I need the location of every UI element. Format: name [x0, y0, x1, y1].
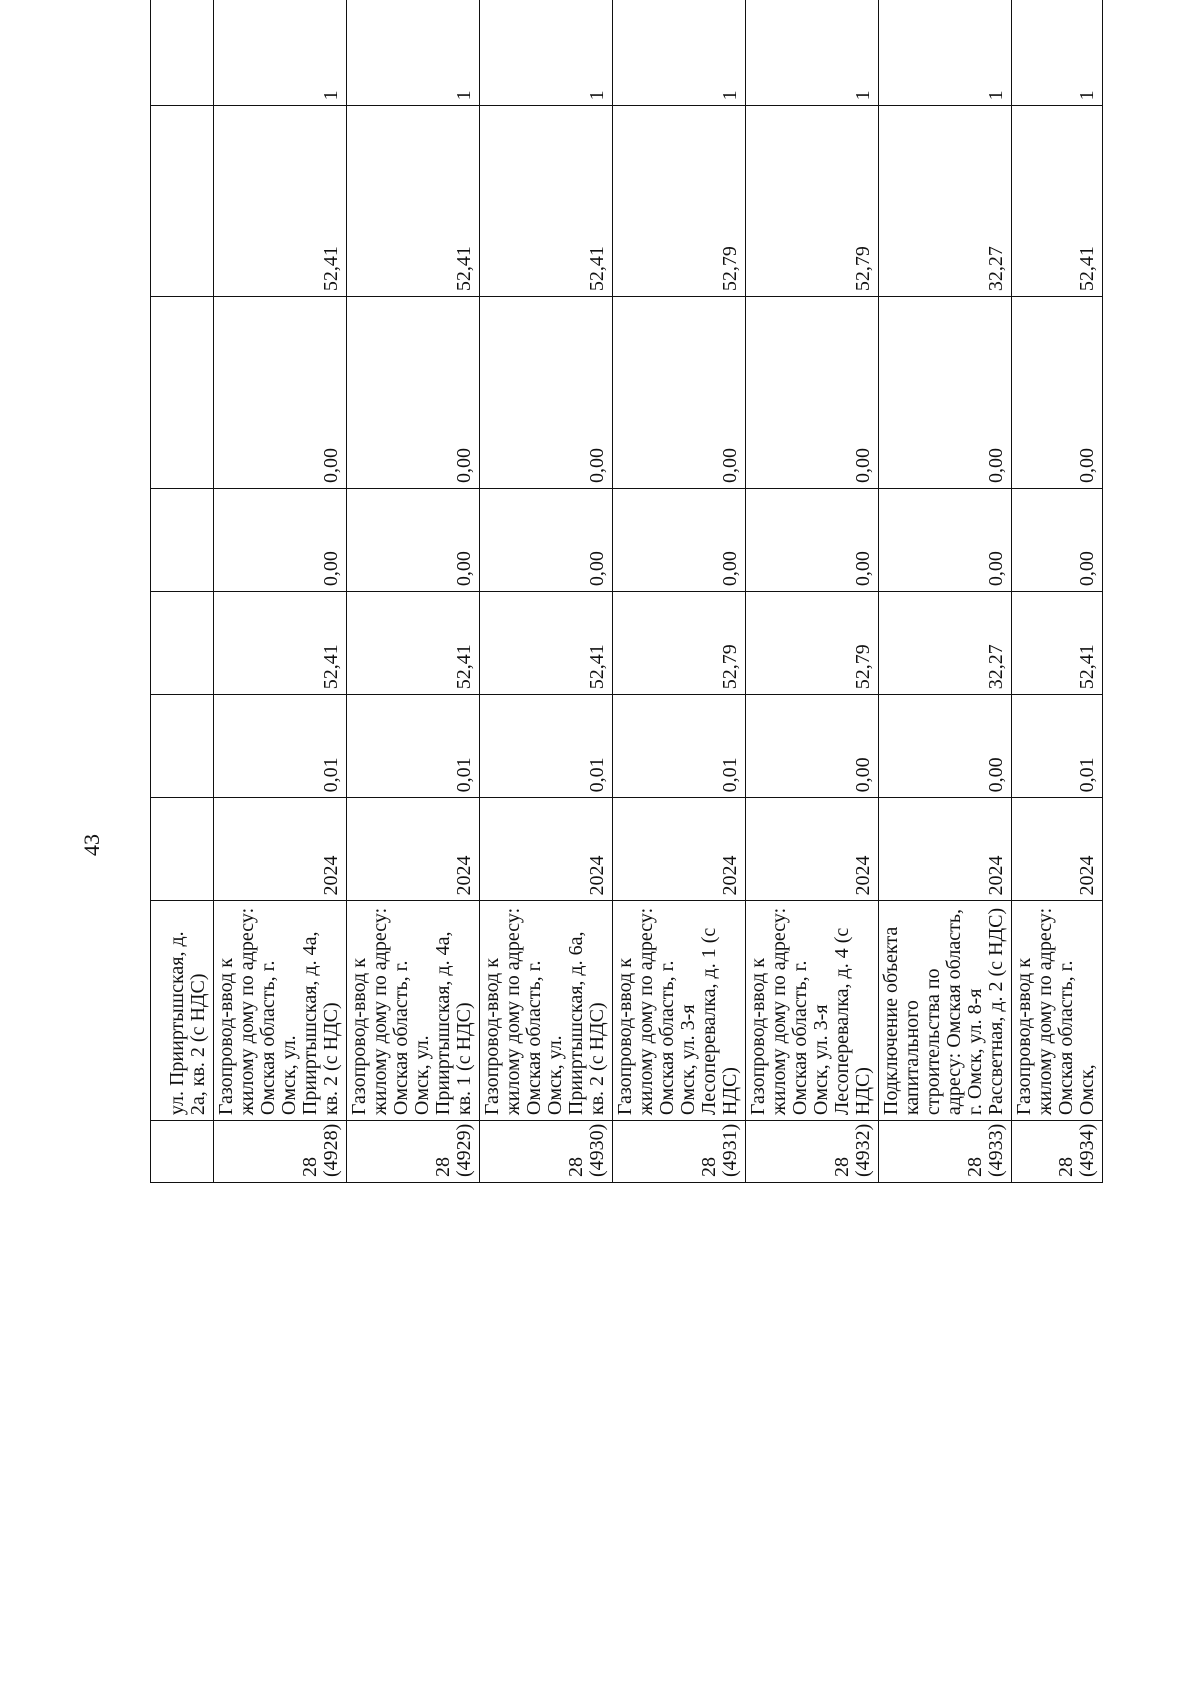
object-name-cell: Газопровод-ввод к жилому дому по адресу: Омская область, г. Омск, ул. 3-я Лесоперевалка, д. 1 (с НДС): [613, 901, 746, 1121]
count-cell: 1: [214, 0, 347, 106]
row-number-cell: [151, 1121, 214, 1183]
total-cell: 52,41: [214, 106, 347, 297]
table-row: [214, 0, 347, 1183]
count-cell: 1: [1012, 0, 1103, 106]
count-cell: 1: [347, 0, 480, 106]
value-cell: 52,41: [347, 592, 480, 695]
data-table: [150, 0, 1103, 1183]
table-row: [480, 0, 613, 1183]
table-row: [879, 0, 1012, 1183]
object-name-cell: Газопровод-ввод к жилому дому по адресу: Омская область, г. Омск, ул. 3-я Лесоперевалка, д. 4 (с НДС): [746, 901, 879, 1121]
value-cell: 0,00: [214, 297, 347, 489]
value-cell: 0,01: [480, 695, 613, 798]
value-cell: 0,01: [347, 695, 480, 798]
year-cell: 2024: [746, 798, 879, 901]
count-cell: 1: [879, 0, 1012, 106]
value-cell: 0,00: [480, 297, 613, 489]
value-cell: 32,27: [879, 592, 1012, 695]
empty-cell: [151, 0, 214, 106]
value-cell: 52,41: [214, 592, 347, 695]
value-cell: 0,00: [1012, 488, 1103, 591]
object-name-cell: Газопровод-ввод к жилому дому по адресу: Омская область, г. Омск,: [1012, 901, 1103, 1121]
row-number-cell: 28 (4930): [480, 1121, 613, 1183]
row-number-cell: 28 (4929): [347, 1121, 480, 1183]
table-row: [613, 0, 746, 1183]
object-name-cell: Газопровод-ввод к жилому дому по адресу: Омская область, г. Омск, ул. Прииртышская, д. 4а, кв. 2 (с НДС): [214, 901, 347, 1121]
empty-cell: [151, 592, 214, 695]
total-cell: 52,41: [1012, 106, 1103, 297]
empty-cell: [151, 798, 214, 901]
value-cell: 0,00: [480, 488, 613, 591]
count-cell: 1: [746, 0, 879, 106]
empty-cell: [151, 106, 214, 297]
total-cell: 52,79: [613, 106, 746, 297]
year-cell: 2024: [879, 798, 1012, 901]
object-name-cell: Газопровод-ввод к жилому дому по адресу: Омская область, г. Омск, ул. Прииртышская, д. 4а, кв. 1 (с НДС): [347, 901, 480, 1121]
total-cell: 52,79: [746, 106, 879, 297]
value-cell: 0,00: [879, 297, 1012, 489]
empty-cell: [151, 695, 214, 798]
value-cell: 0,00: [746, 695, 879, 798]
row-number-cell: 28 (4928): [214, 1121, 347, 1183]
value-cell: 52,41: [480, 592, 613, 695]
value-cell: 0,00: [879, 695, 1012, 798]
total-cell: 52,41: [347, 106, 480, 297]
year-cell: 2024: [347, 798, 480, 901]
value-cell: 0,00: [613, 488, 746, 591]
page-number: 43: [79, 834, 104, 856]
value-cell: 0,00: [347, 488, 480, 591]
value-cell: 0,00: [347, 297, 480, 489]
empty-cell: [151, 488, 214, 591]
value-cell: 0,00: [613, 297, 746, 489]
object-name-cell: ул. Прииртышская, д. 2а, кв. 2 (с НДС): [151, 901, 214, 1121]
value-cell: 52,79: [746, 592, 879, 695]
row-number-cell: 28 (4933): [879, 1121, 1012, 1183]
year-cell: 2024: [214, 798, 347, 901]
row-number-cell: 28 (4932): [746, 1121, 879, 1183]
value-cell: 52,79: [613, 592, 746, 695]
object-name-cell: Подключение объекта капитального строительства по адресу: Омская область, г. Омск, ул. 8-я Рассветная, д. 2 (с НДС): [879, 901, 1012, 1121]
table-row: [347, 0, 480, 1183]
object-name-cell: Газопровод-ввод к жилому дому по адресу: Омская область, г. Омск, ул. Прииртышская, д. 6а, кв. 2 (с НДС): [480, 901, 613, 1121]
total-cell: 52,41: [480, 106, 613, 297]
value-cell: 0,00: [746, 488, 879, 591]
empty-cell: [151, 297, 214, 489]
value-cell: 0,00: [214, 488, 347, 591]
rotated-table-container: [150, 0, 1099, 1183]
count-cell: 1: [613, 0, 746, 106]
value-cell: 0,01: [613, 695, 746, 798]
value-cell: 52,41: [1012, 592, 1103, 695]
table-row: [151, 0, 214, 1183]
year-cell: 2024: [480, 798, 613, 901]
year-cell: 2024: [613, 798, 746, 901]
value-cell: 0,01: [1012, 695, 1103, 798]
table-row: [1012, 0, 1103, 1183]
count-cell: 1: [480, 0, 613, 106]
value-cell: 0,00: [879, 488, 1012, 591]
value-cell: 0,01: [214, 695, 347, 798]
row-number-cell: 28 (4934): [1012, 1121, 1103, 1183]
row-number-cell: 28 (4931): [613, 1121, 746, 1183]
value-cell: 0,00: [746, 297, 879, 489]
table-row: [746, 0, 879, 1183]
value-cell: 0,00: [1012, 297, 1103, 489]
total-cell: 32,27: [879, 106, 1012, 297]
year-cell: 2024: [1012, 798, 1103, 901]
